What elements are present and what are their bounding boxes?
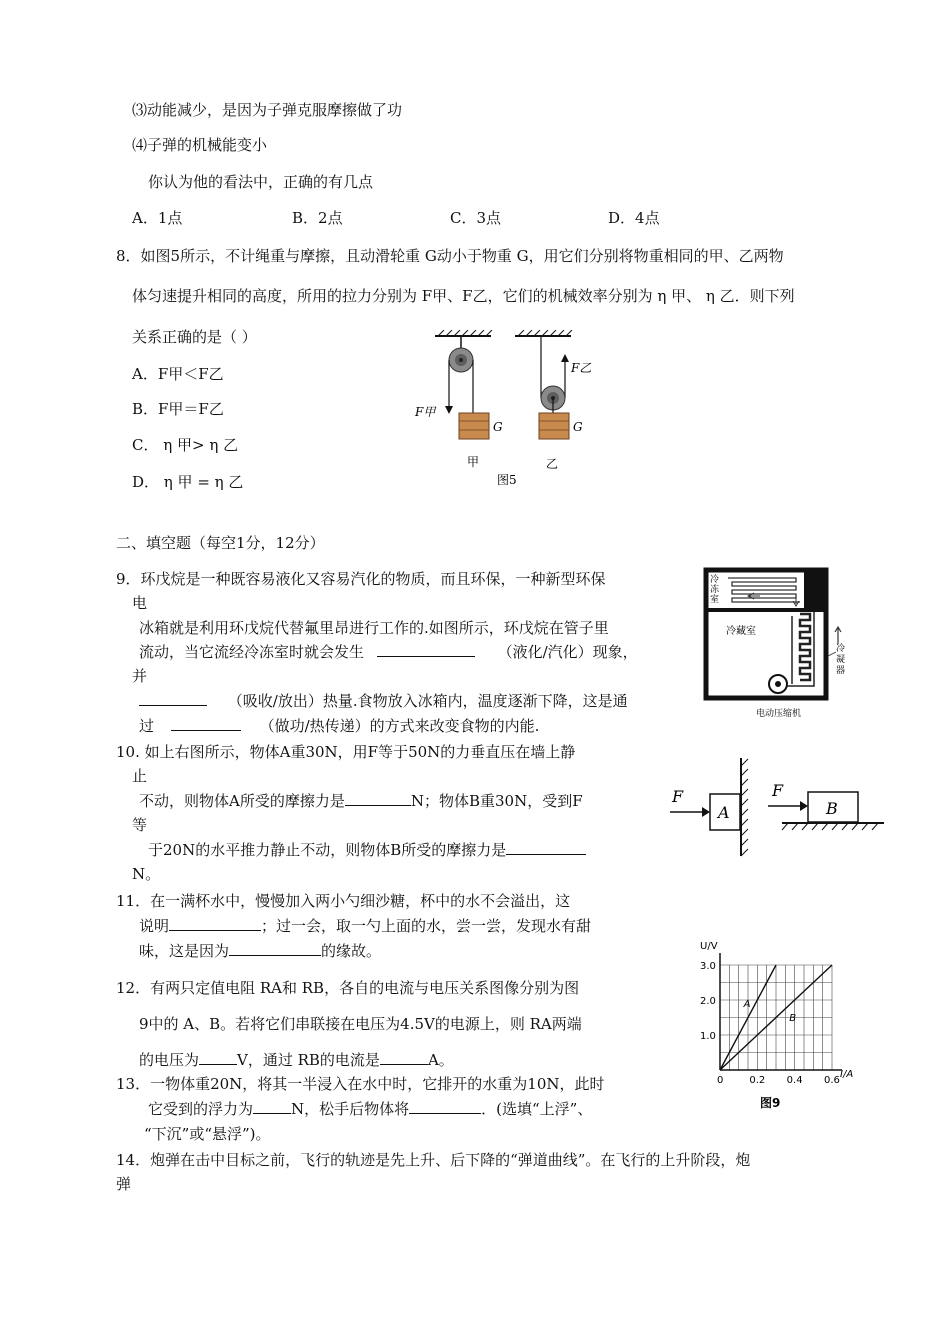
label-g-yi: G [573,420,583,434]
weight-yi [539,413,569,439]
q12-line3-text-b: V，通过 RB的电流是 [237,1051,380,1069]
section-2-title: 二、填空题（每空1分，12分） [116,534,325,552]
label-b: B [826,799,838,818]
q8-line3: 关系正确的是（ ） [132,328,257,346]
figure-9-chart [688,935,868,1115]
q10-line2: 止 [132,767,148,785]
label-f-yi: F乙 [571,361,592,375]
q11-line2 [139,916,591,936]
weight-jia [459,413,489,439]
q8-option-b[interactable]: B．F甲＝F乙 [132,400,224,418]
q14-line2: 弹 [116,1175,132,1193]
arrow-f-yi [561,354,569,362]
label-condenser-1: 冷 [836,644,846,654]
label-fridge: 冷藏室 [726,626,756,637]
label-condenser-3: 器 [836,666,846,676]
q12-blank-2[interactable] [380,1050,428,1065]
label-a: A [718,803,730,822]
label-jia: 甲 [467,455,480,469]
q12-line3-text-c: A。 [427,1051,454,1069]
label-yi: 乙 [546,457,559,471]
y-tick-label: 2.0 [700,996,716,1007]
q13-line3: “下沉”或“悬浮”)。 [144,1125,271,1143]
q9-line2: 电 [132,594,148,612]
q7-prompt: 你认为他的看法中，正确的有几点 [148,173,374,191]
q7-option-d[interactable]: D．4点 [608,209,660,227]
arrow-f-jia [445,406,453,414]
q12-line1: 12．有两只定值电阻 RA和 RB，各自的电流与电压关系图像分别为图 [116,979,580,997]
q10-line1: 10. 如上右图所示，物体A重30N，用F等于50N的力垂直压在墙上静 [116,743,576,761]
q14-line1: 14．炮弹在击中目标之前，飞行的轨迹是先上升、后下降的“弹道曲线”。在飞行的上升阶段，炮 [116,1151,751,1169]
label-g-jia: G [493,420,503,434]
q11-line3 [139,941,381,961]
q10-line3-text-b: N；物体B重30N，受到F [410,792,583,810]
x-tick-label: 0 [717,1075,724,1086]
y-tick-label: 1.0 [700,1031,716,1042]
q13-line2-text-b: N，松手后物体将 [291,1100,410,1118]
q9-line1: 9．环戊烷是一种既容易液化又容易汽化的物质，而且环保，一种新型环保 [116,570,606,588]
q8-option-c[interactable]: C． η 甲> η 乙 [132,436,239,454]
q11-line3-text-a: 味，这是因为 [139,942,230,960]
q8-line2: 体匀速提升相同的高度，所用的拉力分别为 F甲、F乙，它们的机械效率分别为 η 甲、 η 乙．则下列 [132,287,795,305]
q10-line4: 等 [132,816,148,834]
q9-line7 [139,716,539,736]
label-freezer-1: 冷 [710,575,720,585]
q9-blank-1[interactable] [377,642,475,657]
q9-line7-text-a: 过 [139,717,155,735]
q12-line3 [139,1050,454,1070]
q11-line1: 11．在一满杯水中，慢慢加入两小勺细沙糖，杯中的水不会溢出，这 [116,892,571,910]
q10-blank-2[interactable] [506,840,586,855]
q9-line4-text-b: （液化/汽化）现象， [497,643,638,661]
x-tick-label: 0.2 [749,1075,766,1086]
q11-line2-text-a: 说明 [139,917,170,935]
figure-5-pulleys [405,330,615,490]
figure-5-caption: 图5 [497,473,517,487]
chart-xlabel: I/A [840,1069,854,1080]
q7-option-c[interactable]: C．3点 [450,209,502,227]
q9-line5: 并 [132,667,148,685]
label-freezer-3: 室 [710,595,720,605]
q9-line4 [139,642,638,662]
q7-option-a[interactable]: A．1点 [132,209,183,227]
q10-line3 [139,791,583,811]
q12-line3-text-a: 的电压为 [139,1051,200,1069]
q10-line3-text-a: 不动，则物体A所受的摩擦力是 [139,792,345,810]
figure-forces [660,756,886,860]
q9-line6-text: （吸收/放出）热量.食物放入冰箱内，温度逐渐下降，这是通 [227,692,628,710]
q13-line2-text-c: ．(选填“上浮”、 [481,1100,593,1118]
label-compressor: 电动压缩机 [756,709,802,719]
q9-line7-text-b: （做功/热传递）的方式来改变食物的内能. [259,717,540,735]
series-label-B: B [789,1013,797,1024]
floor-hatch [782,823,878,830]
q7-option-b[interactable]: B．2点 [292,209,343,227]
q11-line2-text-b: ；过一会，取一勺上面的水，尝一尝，发现水有甜 [261,917,592,935]
wall-hatch [741,759,748,856]
y-tick-label: 3.0 [700,961,716,972]
label-f-b: F [772,781,784,800]
q7-item3: ⑶动能减少，是因为子弹克服摩擦做了功 [132,101,403,119]
q11-blank-1[interactable] [169,916,261,931]
q12-blank-1[interactable] [199,1050,237,1065]
q13-blank-1[interactable] [253,1099,291,1114]
label-f-jia: F甲 [415,405,436,419]
figure-fridge [696,552,866,724]
q8-line1: 8．如图5所示，不计绳重与摩擦，且动滑轮重 G动小于物重 G，用它们分别将物重相同的甲、乙两物 [116,247,784,265]
freezer-coil [728,578,800,602]
q13-line2-text-a: 它受到的浮力为 [148,1100,254,1118]
q11-blank-2[interactable] [229,941,321,956]
q10-line6: N。 [132,865,161,883]
q11-line3-text-b: 的缘故。 [321,942,382,960]
q9-line6 [139,691,628,711]
x-tick-label: 0.4 [786,1075,803,1086]
chart-ylabel: U/V [700,941,718,952]
label-condenser-2: 凝 [836,655,846,665]
chart-title: 图9 [760,1096,781,1110]
q9-line4-text-a: 流动，当它流经冷冻室时就会发生 [139,643,365,661]
q13-blank-2[interactable] [409,1099,481,1114]
q13-line2 [148,1099,592,1119]
q9-blank-3[interactable] [171,716,241,731]
q8-option-d[interactable]: D． η 甲 = η 乙 [132,473,244,491]
q10-blank-1[interactable] [345,791,411,806]
q7-item4: ⑷子弹的机械能变小 [132,136,268,154]
series-label-A: A [743,999,751,1010]
x-tick-label: 0.6 [824,1075,840,1086]
q10-line5 [148,840,586,860]
q8-option-a[interactable]: A．F甲＜F乙 [132,365,224,383]
q9-line3: 冰箱就是利用环戊烷代替氟里昂进行工作的.如图所示，环戊烷在管子里 [139,619,609,637]
label-f-a: F [672,787,684,806]
q10-line5-text: 于20N的水平推力静止不动，则物体B所受的摩擦力是 [148,841,507,859]
label-freezer-2: 冻 [710,585,720,595]
q12-line2: 9中的 A、B。若将它们串联接在电压为4.5V的电源上，则 RA两端 [139,1015,582,1033]
q13-line1: 13．一物体重20N，将其一半浸入在水中时，它排开的水重为10N，此时 [116,1075,605,1093]
q9-blank-2[interactable] [139,691,207,706]
